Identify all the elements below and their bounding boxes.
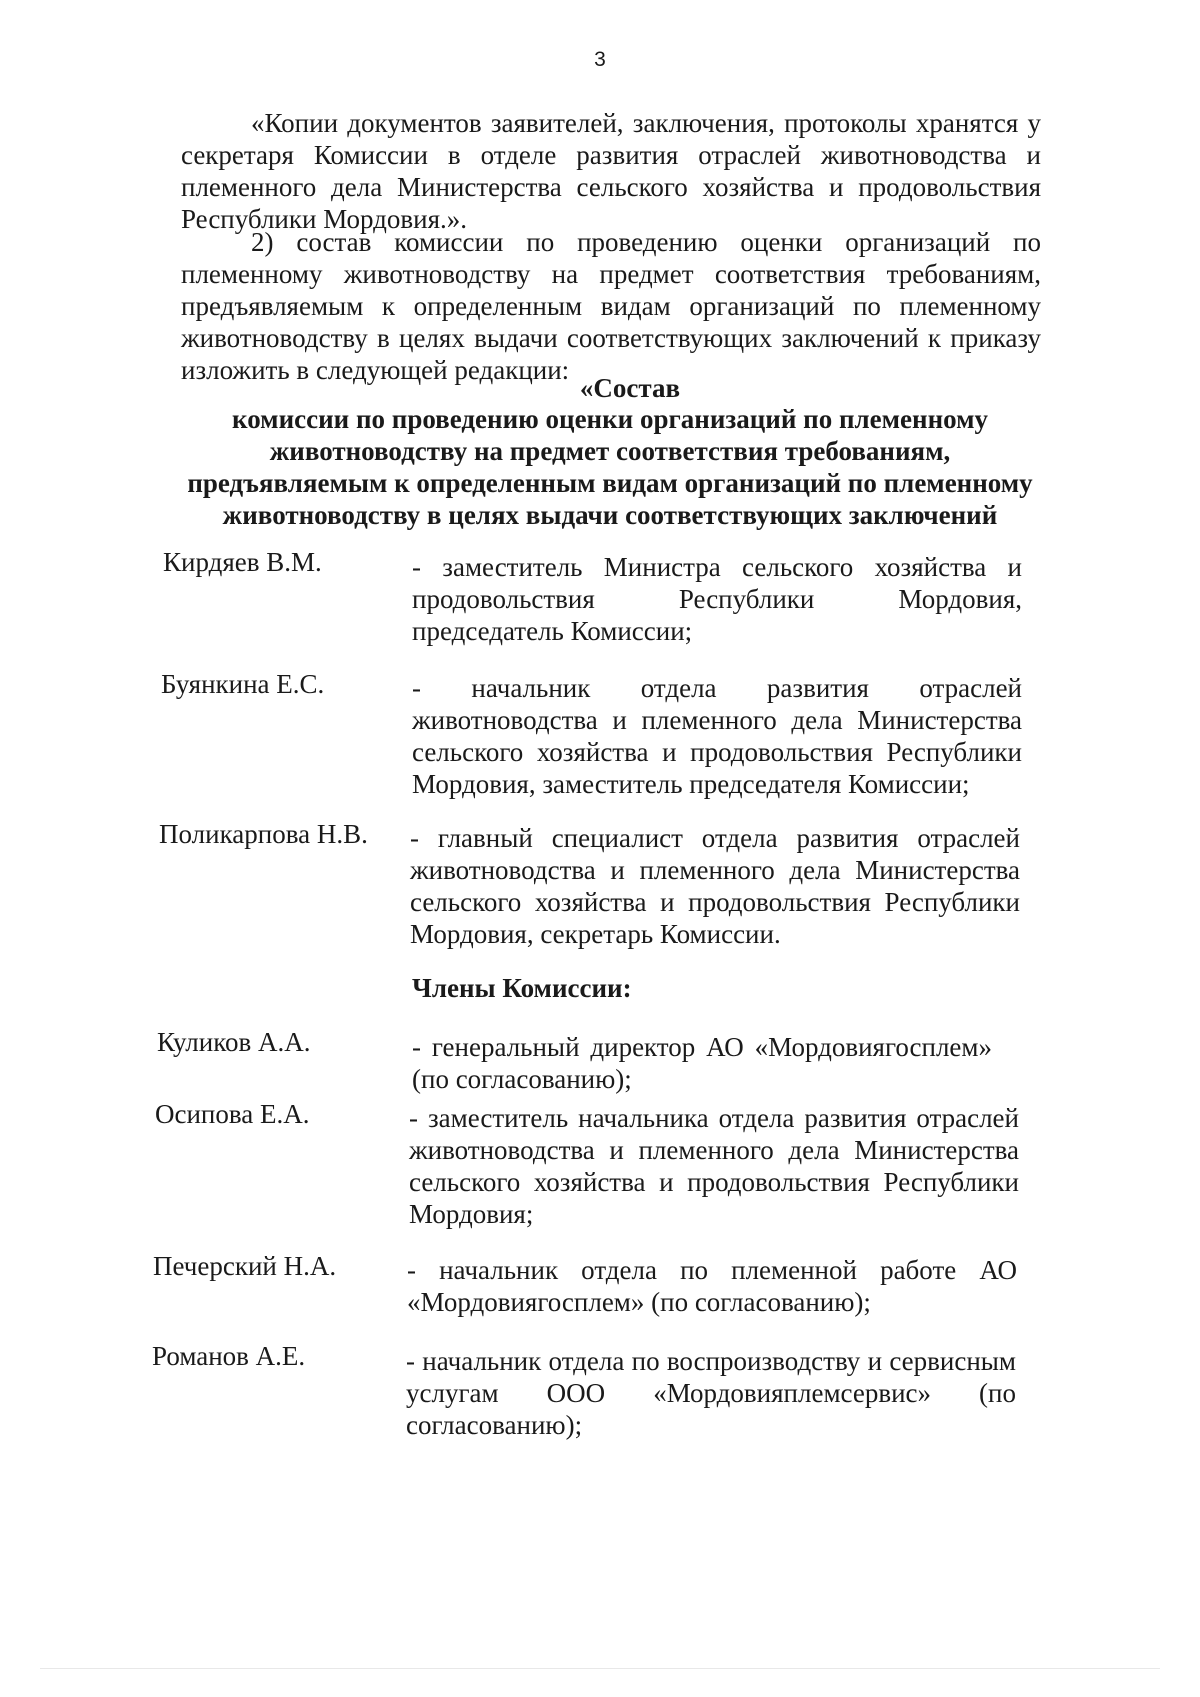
paragraph-storage-of-documents: «Копии документов заявителей, заключения, протоколы хранятся у секретаря Комиссии в отделе развития отраслей животноводства и племенного дела Министерства сельского хозяйства и продовольствия Республики Мордовия.». xyxy=(181,108,1041,234)
member-role: - начальник отдела по племенной работе АО «Мордовиягосплем» (по согласованию); xyxy=(407,1255,1017,1317)
paragraph-commission-composition-amendment: 2) состав комиссии по проведению оценки организаций по племенному животноводству на предмет соответствия требованиям, предъявляемым к определенным видам организаций по племенному животноводству в целях выдачи соответствующих заключений к приказу изложить в следующей редакции: xyxy=(181,227,1041,385)
member-role: - заместитель начальника отдела развития отраслей животноводства и племенного дела Министерства сельского хозяйства и продовольствия Республики Мордовия; xyxy=(409,1103,1019,1229)
member-name: Романов А.Е. xyxy=(152,1341,306,1371)
composition-heading-title: комиссии по проведению оценки организаций по племенному животноводству на предмет соответствия требованиям, предъявляемым к определенным видам организаций по племенному животноводству в целях выдачи соответствующих заключений xyxy=(187,404,1033,530)
scan-artifact-line xyxy=(40,1668,1160,1669)
member-role: - начальник отдела развития отраслей животноводства и племенного дела Министерства сельского хозяйства и продовольствия Республики Мордовия, заместитель председателя Комиссии; xyxy=(412,673,1022,799)
member-name: Куликов А.А. xyxy=(157,1027,311,1057)
member-role: - главный специалист отдела развития отраслей животноводства и племенного дела Министерства сельского хозяйства и продовольствия Республики Мордовия, секретарь Комиссии. xyxy=(410,823,1020,949)
member-role: - генеральный директор АО «Мордовиягосплем» (по согласованию); xyxy=(412,1032,992,1094)
members-heading: Члены Комиссии: xyxy=(412,973,632,1003)
member-name: Осипова Е.А. xyxy=(155,1099,310,1129)
member-name: Кирдяев В.М. xyxy=(163,547,322,577)
composition-heading-word: «Состав xyxy=(579,373,681,403)
member-role: - заместитель Министра сельского хозяйства и продовольствия Республики Мордовия, председатель Комиссии; xyxy=(412,552,1022,646)
member-name: Поликарпова Н.В. xyxy=(159,819,368,849)
member-role: - начальник отдела по воспроизводству и сервисным услугам ООО «Мордовияплемсервис» (по согласованию); xyxy=(406,1346,1016,1440)
page-number: 3 xyxy=(594,48,606,71)
member-name: Печерский Н.А. xyxy=(153,1251,337,1281)
member-name: Буянкина Е.С. xyxy=(161,669,325,699)
